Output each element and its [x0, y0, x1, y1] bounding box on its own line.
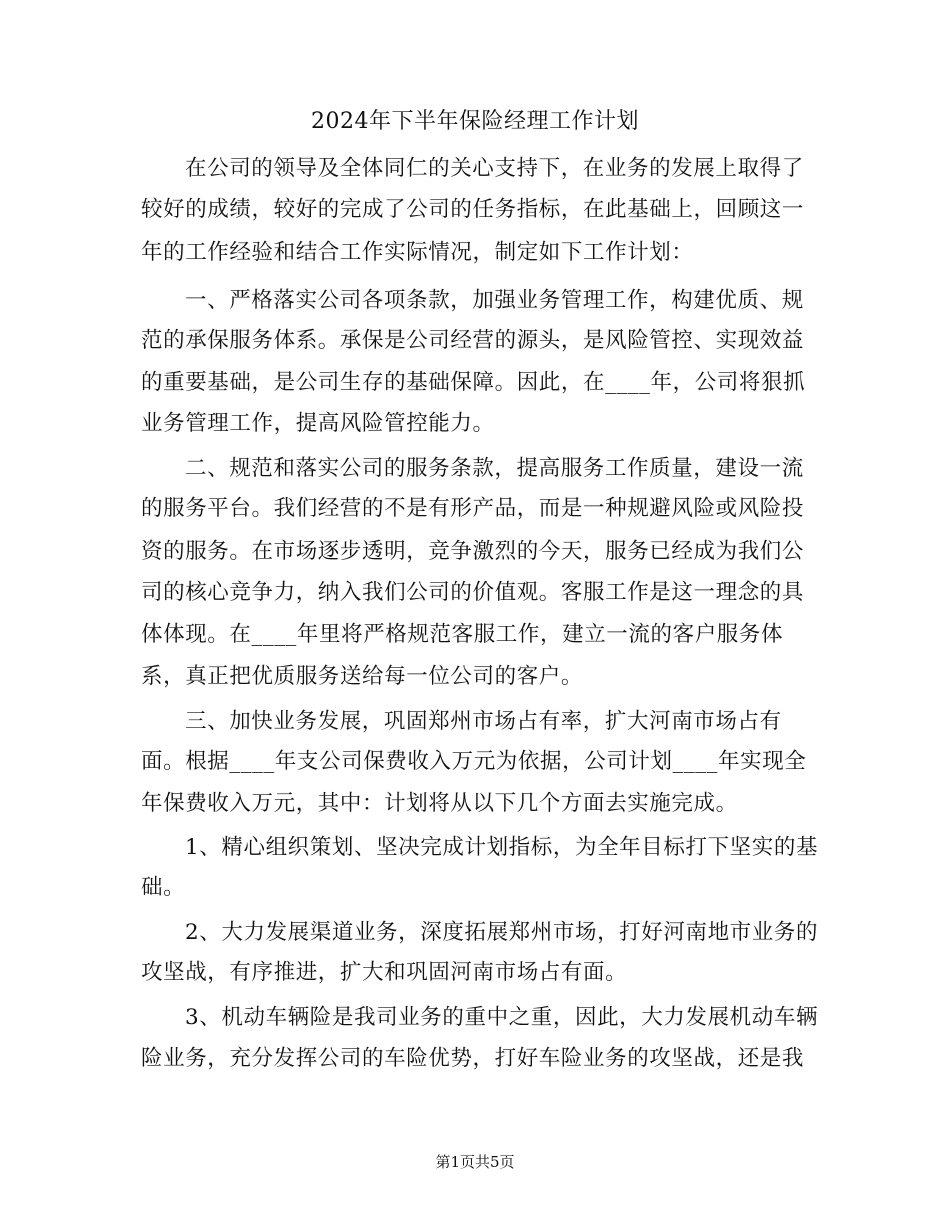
paragraph-line: 险业务，充分发挥公司的车险优势，打好车险业务的攻坚战，还是我 — [141, 1046, 805, 1071]
paragraph-line: 资的服务。在市场逐步透明，竞争激烈的今天，服务已经成为我们公 — [141, 539, 805, 564]
paragraph-line: 面。根据____年支公司保费收入万元为依据，公司计划____年实现全 — [141, 749, 807, 774]
paragraph-line: 的服务平台。我们经营的不是有形产品，而是一种规避风险或风险投 — [141, 496, 805, 521]
paragraph-line: 3、机动车辆险是我司业务的重中之重，因此，大力发展机动车辆 — [185, 1005, 819, 1030]
paragraph-line: 1、精心组织策划、坚决完成计划指标，为全年目标打下坚实的基 — [185, 835, 819, 860]
paragraph-line: 年的工作经验和结合工作实际情况，制定如下工作计划： — [141, 240, 694, 265]
paragraph-line: 较好的成绩，较好的完成了公司的任务指标，在此基础上，回顾这一 — [141, 197, 805, 222]
paragraph-line: 在公司的领导及全体同仁的关心支持下，在业务的发展上取得了 — [185, 156, 804, 181]
paragraph-line: 三、加快业务发展，巩固郑州市场占有率，扩大河南市场占有 — [185, 709, 782, 734]
paragraph-line: 的重要基础，是公司生存的基础保障。因此，在____年，公司将狠抓 — [141, 370, 806, 395]
paragraph-line: 司的核心竞争力，纳入我们公司的价值观。客服工作是这一理念的具 — [141, 580, 805, 605]
paragraph-line: 业务管理工作，提高风险管控能力。 — [141, 411, 495, 436]
paragraph-line: 体体现。在____年里将严格规范客服工作，建立一流的客户服务体 — [141, 622, 784, 647]
document-title: 2024年下半年保险经理工作计划 — [311, 109, 639, 134]
paragraph-line: 年保费收入万元，其中：计划将从以下几个方面去实施完成。 — [141, 791, 738, 816]
paragraph-line: 础。 — [141, 875, 186, 900]
page-number-footer: 第1页共5页 — [435, 1153, 515, 1171]
paragraph-line: 一、严格落实公司各项条款，加强业务管理工作，构建优质、规 — [185, 288, 804, 313]
paragraph-line: 系，真正把优质服务送给每一位公司的客户。 — [141, 664, 584, 689]
paragraph-line: 攻坚战，有序推进，扩大和巩固河南市场占有面。 — [141, 960, 628, 985]
paragraph-line: 范的承保服务体系。承保是公司经营的源头，是风险管控、实现效益 — [141, 328, 805, 353]
paragraph-line: 二、规范和落实公司的服务条款，提高服务工作质量，建设一流 — [185, 456, 804, 481]
paragraph-line: 2、大力发展渠道业务，深度拓展郑州市场，打好河南地市业务的 — [185, 920, 819, 945]
